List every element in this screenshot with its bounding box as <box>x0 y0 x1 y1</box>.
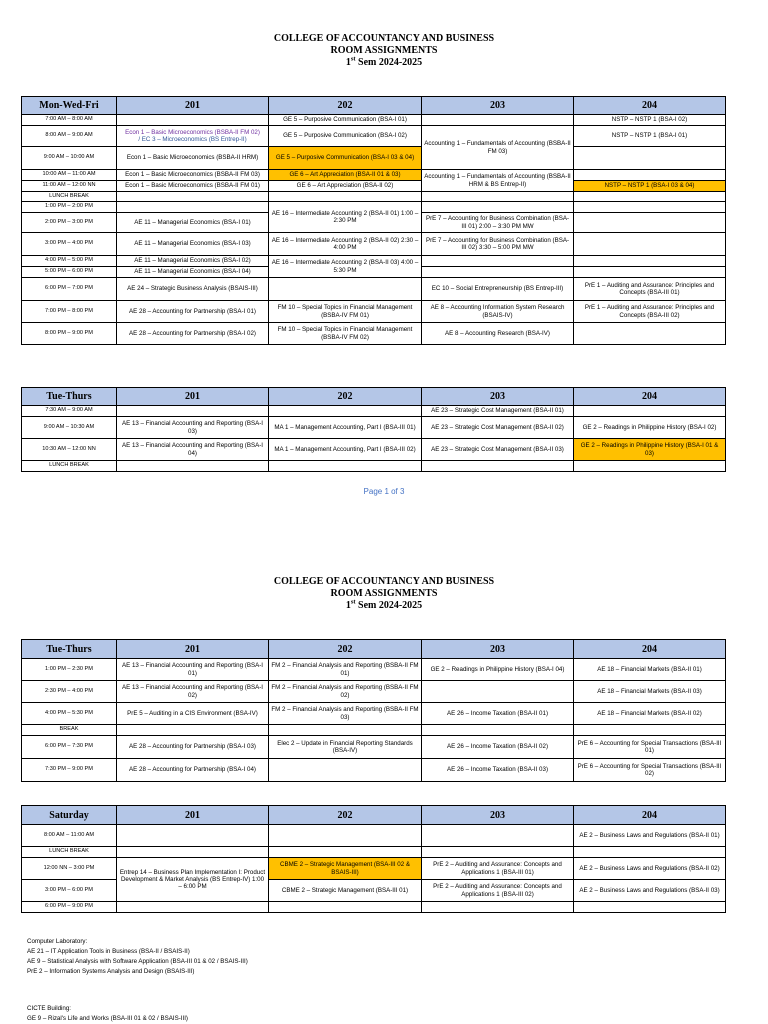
col-header-201: 201 <box>117 97 269 115</box>
time-cell: 6:00 PM – 7:30 PM <box>22 736 117 759</box>
table-row <box>22 256 726 267</box>
cell-203 <box>422 115 574 126</box>
notes-line: GE 9 – Rizal's Life and Works (BSA-III 01 & 02 / BSAIS-III) <box>27 1015 188 1022</box>
col-header-day: Saturday <box>22 806 117 825</box>
cell-203: AE 26 – Income Taxation (BSA-II 03) <box>422 759 574 782</box>
cell-201 <box>117 847 269 858</box>
col-header-202: 202 <box>269 640 422 659</box>
lunch-break-cell: LUNCH BREAK <box>22 461 117 472</box>
table-row <box>22 115 726 126</box>
cell-201: AE 24 – Strategic Business Analysis (BSAIS-III) <box>117 278 269 301</box>
cell-203: PrE 7 – Accounting for Business Combination (BSA-III 02) 3:30 – 5:00 PM MW <box>422 233 574 256</box>
cell-201 <box>117 192 269 202</box>
time-cell: 8:00 PM – 9:00 PM <box>22 323 117 345</box>
time-cell: 8:00 AM – 9:00 AM <box>22 126 117 147</box>
col-header-202: 202 <box>269 97 422 115</box>
cell-204 <box>574 170 726 181</box>
cell-203: AE 23 – Strategic Cost Management (BSA-II 03) <box>422 439 574 461</box>
break-cell: BREAK <box>22 725 117 736</box>
table-row <box>22 323 726 345</box>
cell-204: AE 18 – Financial Markets (BSA-II 02) <box>574 703 726 725</box>
cell-201: Econ 1 – Basic Microeconomics (BSBA-II HRM) <box>117 147 269 170</box>
table-row <box>22 147 726 170</box>
cell-201 <box>117 202 269 213</box>
cell-202: FM 2 – Financial Analysis and Reporting (BSBA-II FM 01) <box>269 659 422 681</box>
cell-202: CBME 2 – Strategic Management (BSA-III 02 & BSAIS-III) <box>269 858 422 880</box>
notes-line: AE 21 – IT Application Tools in Business (BSA-II / BSAIS-II) <box>27 948 190 955</box>
col-header-201: 201 <box>117 388 269 406</box>
cell-202 <box>269 461 422 472</box>
col-header-204: 204 <box>574 97 726 115</box>
page2-header <box>0 576 768 612</box>
time-cell: 9:00 AM – 10:00 AM <box>22 147 117 170</box>
cell-202: GE 6 – Art Appreciation (BSA-II 02) <box>269 181 422 192</box>
table-row <box>22 759 726 782</box>
cell-202 <box>269 847 422 858</box>
table-row <box>22 725 726 736</box>
cell-204 <box>574 256 726 267</box>
cell-202: GE 5 – Purposive Communication (BSA-I 03 & 04) <box>269 147 422 170</box>
notes-line: AE 9 – Statistical Analysis with Software Application (BSA-III 01 & 02 / BSAIS-III) <box>27 958 248 965</box>
cell-203 <box>422 267 574 278</box>
cell-204 <box>574 847 726 858</box>
tth-morning-schedule-table <box>21 387 726 472</box>
cell-203: PrE 2 – Auditing and Assurance: Concepts and Applications 1 (BSA-III 02) <box>422 880 574 902</box>
cell-201: Econ 1 – Basic Microeconomics (BSBA-II FM 01) <box>117 181 269 192</box>
cell-203: Accounting 1 – Fundamentals of Accounting (BSBA-II HRM & BS Entrep-II) <box>422 170 574 192</box>
table-row <box>22 858 726 880</box>
cell-204 <box>574 147 726 170</box>
table-row <box>22 192 726 202</box>
cell-203 <box>422 825 574 847</box>
college-name: COLLEGE OF ACCOUNTANCY AND BUSINESS <box>273 33 495 44</box>
cell-202: AE 16 – Intermediate Accounting 2 (BSA-II 03) 4:00 – 5:30 PM <box>269 256 422 278</box>
col-header-day: Tue-Thurs <box>22 388 117 406</box>
notes-heading: CICTE Building: <box>27 1005 72 1012</box>
cell-201: Econ 1 – Basic Microeconomics (BSBA-II FM 03) <box>117 170 269 181</box>
time-cell: 10:30 AM – 12:00 NN <box>22 439 117 461</box>
cell-203 <box>422 256 574 267</box>
table-row <box>22 406 726 417</box>
cell-204: NSTP – NSTP 1 (BSA-I 01) <box>574 126 726 147</box>
cell-201: AE 11 – Managerial Economics (BSA-I 03) <box>117 233 269 256</box>
table-row <box>22 181 726 192</box>
time-cell: 2:30 PM – 4:00 PM <box>22 681 117 703</box>
ec3-text: / EC 3 – Microeconomics (BS Entrep-II) <box>138 136 247 143</box>
cell-201: AE 13 – Financial Accounting and Reporting (BSA-I 02) <box>117 681 269 703</box>
cell-202: MA 1 – Management Accounting, Part I (BSA-III 01) <box>269 417 422 439</box>
time-cell: 4:00 PM – 5:00 PM <box>22 256 117 267</box>
cell-201 <box>117 126 269 147</box>
cell-203: Accounting 1 – Fundamentals of Accounting (BSBA-II FM 03) <box>422 126 574 170</box>
cell-201: AE 13 – Financial Accounting and Reporting (BSA-I 01) <box>117 659 269 681</box>
time-cell: 7:30 AM – 9:00 AM <box>22 406 117 417</box>
cell-203: GE 2 – Readings in Philippine History (BSA-I 04) <box>422 659 574 681</box>
cell-201: AE 11 – Managerial Economics (BSA-I 01) <box>117 213 269 233</box>
semester: 1st Sem 2024-2025 <box>345 598 423 611</box>
cell-202 <box>269 902 422 913</box>
lunch-break-cell: LUNCH BREAK <box>22 847 117 858</box>
time-cell: 10:00 AM – 11:00 AM <box>22 170 117 181</box>
cell-202: AE 16 – Intermediate Accounting 2 (BSA-II 02) 2:30 – 4:00 PM <box>269 233 422 256</box>
table-row <box>22 126 726 147</box>
table-row <box>22 417 726 439</box>
notes-line: PrE 2 – Information Systems Analysis and Design (BSAIS-III) <box>27 968 195 975</box>
cell-203 <box>422 202 574 213</box>
cell-201 <box>117 406 269 417</box>
cell-204: PrE 6 – Accounting for Special Transactions (BSA-III 01) <box>574 736 726 759</box>
cell-202: FM 10 – Special Topics in Financial Management (BSBA-IV FM 02) <box>269 323 422 345</box>
table-row <box>22 703 726 725</box>
cell-204: AE 18 – Financial Markets (BSA-II 01) <box>574 659 726 681</box>
cell-203: AE 23 – Strategic Cost Management (BSA-II 01) <box>422 406 574 417</box>
cell-203 <box>422 847 574 858</box>
cell-202: GE 5 – Purposive Communication (BSA-I 02) <box>269 126 422 147</box>
table-row <box>22 659 726 681</box>
cell-203: PrE 2 – Auditing and Assurance: Concepts and Applications 1 (BSA-III 01) <box>422 858 574 880</box>
cell-201 <box>117 725 269 736</box>
cell-201: AE 13 – Financial Accounting and Reporting (BSA-I 03) <box>117 417 269 439</box>
cell-202: MA 1 – Management Accounting, Part I (BSA-III 02) <box>269 439 422 461</box>
time-cell: 3:00 PM – 6:00 PM <box>22 880 117 902</box>
time-cell: 6:00 PM – 7:00 PM <box>22 278 117 301</box>
time-cell: 2:00 PM – 3:00 PM <box>22 213 117 233</box>
cell-204 <box>574 725 726 736</box>
cell-202: CBME 2 – Strategic Management (BSA-III 01) <box>269 880 422 902</box>
cell-201 <box>117 115 269 126</box>
time-cell: 7:00 AM – 8:00 AM <box>22 115 117 126</box>
cell-204: NSTP – NSTP 1 (BSA-I 02) <box>574 115 726 126</box>
cell-202: Elec 2 – Update in Financial Reporting Standards (BSA-IV) <box>269 736 422 759</box>
cell-203: AE 8 – Accounting Information System Research (BSAIS-IV) <box>422 301 574 323</box>
econ1-text: Econ 1 – Basic Microeconomics (BSBA-II FM 02) <box>125 128 260 136</box>
col-header-day: Mon-Wed-Fri <box>22 97 117 115</box>
cell-203: AE 8 – Accounting Research (BSA-IV) <box>422 323 574 345</box>
computer-lab-notes <box>27 937 248 977</box>
saturday-schedule-table <box>21 805 726 913</box>
time-cell: 8:00 AM – 11:00 AM <box>22 825 117 847</box>
cicte-notes <box>27 1004 188 1024</box>
col-header-202: 202 <box>269 388 422 406</box>
table-row <box>22 461 726 472</box>
cell-201 <box>117 461 269 472</box>
cell-203 <box>422 725 574 736</box>
cell-204: GE 2 – Readings in Philippine History (BSA-I 02) <box>574 417 726 439</box>
cell-203: AE 23 – Strategic Cost Management (BSA-II 02) <box>422 417 574 439</box>
cell-204 <box>574 267 726 278</box>
cell-204 <box>574 323 726 345</box>
table-row <box>22 170 726 181</box>
time-cell: 1:00 PM – 2:30 PM <box>22 659 117 681</box>
cell-203 <box>422 681 574 703</box>
table-row <box>22 202 726 213</box>
cell-201: AE 28 – Accounting for Partnership (BSA-I 02) <box>117 323 269 345</box>
cell-204: PrE 1 – Auditing and Assurance: Principles and Concepts (BSA-III 01) <box>574 278 726 301</box>
notes-heading: Computer Laboratory: <box>27 938 88 945</box>
time-cell: 6:00 PM – 9:00 PM <box>22 902 117 913</box>
cell-201: PrE 5 – Auditing in a CIS Environment (BSA-IV) <box>117 703 269 725</box>
cell-203 <box>422 902 574 913</box>
cell-201: AE 28 – Accounting for Partnership (BSA-I 03) <box>117 736 269 759</box>
table-row <box>22 681 726 703</box>
cell-204 <box>574 461 726 472</box>
time-cell: 7:00 PM – 8:00 PM <box>22 301 117 323</box>
cell-201 <box>117 902 269 913</box>
col-header-203: 203 <box>422 640 574 659</box>
cell-204: AE 18 – Financial Markets (BSA-II 03) <box>574 681 726 703</box>
table-row <box>22 233 726 256</box>
col-header-204: 204 <box>574 388 726 406</box>
col-header-204: 204 <box>574 806 726 825</box>
col-header-203: 203 <box>422 388 574 406</box>
page-number: Page 1 of 3 <box>363 487 405 496</box>
cell-201: AE 11 – Managerial Economics (BSA-I 04) <box>117 267 269 278</box>
cell-203: AE 26 – Income Taxation (BSA-II 01) <box>422 703 574 725</box>
cell-204 <box>574 902 726 913</box>
cell-203 <box>422 192 574 202</box>
cell-204: AE 2 – Business Laws and Regulations (BSA-II 02) <box>574 858 726 880</box>
page1-header <box>0 33 768 69</box>
cell-204: GE 2 – Readings in Philippine History (BSA-I 01 & 03) <box>574 439 726 461</box>
lunch-break-cell: LUNCH BREAK <box>22 192 117 202</box>
table-row <box>22 736 726 759</box>
cell-201: AE 28 – Accounting for Partnership (BSA-I 01) <box>117 301 269 323</box>
cell-204 <box>574 202 726 213</box>
cell-204: PrE 6 – Accounting for Special Transactions (BSA-III 02) <box>574 759 726 782</box>
cell-202 <box>269 759 422 782</box>
col-header-204: 204 <box>574 640 726 659</box>
doc-title: ROOM ASSIGNMENTS <box>330 45 438 56</box>
time-cell: 5:00 PM – 6:00 PM <box>22 267 117 278</box>
cell-203 <box>422 461 574 472</box>
cell-203: PrE 7 – Accounting for Business Combination (BSA-III 01) 2:00 – 3:30 PM MW <box>422 213 574 233</box>
cell-201: AE 13 – Financial Accounting and Reporting (BSA-I 04) <box>117 439 269 461</box>
cell-202: AE 16 – Intermediate Accounting 2 (BSA-II 01) 1:00 – 2:30 PM <box>269 202 422 233</box>
col-header-201: 201 <box>117 806 269 825</box>
cell-202 <box>269 192 422 202</box>
cell-201: AE 11 – Managerial Economics (BSA-I 02) <box>117 256 269 267</box>
time-cell: 7:30 PM – 9:00 PM <box>22 759 117 782</box>
tth-afternoon-schedule-table <box>21 639 726 782</box>
doc-title: ROOM ASSIGNMENTS <box>330 588 438 599</box>
time-cell: 4:00 PM – 5:30 PM <box>22 703 117 725</box>
cell-203: AE 26 – Income Taxation (BSA-II 02) <box>422 736 574 759</box>
cell-202: FM 2 – Financial Analysis and Reporting (BSBA-II FM 02) <box>269 681 422 703</box>
cell-202 <box>269 725 422 736</box>
time-cell: 9:00 AM – 10:30 AM <box>22 417 117 439</box>
col-header-201: 201 <box>117 640 269 659</box>
col-header-202: 202 <box>269 806 422 825</box>
table-row <box>22 825 726 847</box>
cell-201: Entrep 14 – Business Plan Implementation I: Product Development & Market Analysis (BS Entrep-IV) 1:00 – 6:00 PM <box>117 858 269 902</box>
cell-202: FM 10 – Special Topics in Financial Management (BSBA-IV FM 01) <box>269 301 422 323</box>
cell-201 <box>117 825 269 847</box>
time-cell: 1:00 PM – 2:00 PM <box>22 202 117 213</box>
cell-202 <box>269 278 422 301</box>
table-row <box>22 301 726 323</box>
cell-202: GE 5 – Purposive Communication (BSA-I 01) <box>269 115 422 126</box>
col-header-203: 203 <box>422 97 574 115</box>
cell-204 <box>574 192 726 202</box>
time-cell: 3:00 PM – 4:00 PM <box>22 233 117 256</box>
col-header-day: Tue-Thurs <box>22 640 117 659</box>
cell-204: AE 2 – Business Laws and Regulations (BSA-II 01) <box>574 825 726 847</box>
table-row <box>22 847 726 858</box>
cell-204: PrE 1 – Auditing and Assurance: Principles and Concepts (BSA-III 02) <box>574 301 726 323</box>
table-row <box>22 439 726 461</box>
time-cell: 11:00 AM – 12:00 NN <box>22 181 117 192</box>
cell-204 <box>574 213 726 233</box>
cell-202: FM 2 – Financial Analysis and Reporting (BSBA-II FM 03) <box>269 703 422 725</box>
cell-202 <box>269 406 422 417</box>
cell-201: AE 28 – Accounting for Partnership (BSA-I 04) <box>117 759 269 782</box>
cell-202: GE 6 – Art Appreciation (BSA-II 01 & 03) <box>269 170 422 181</box>
cell-202 <box>269 825 422 847</box>
cell-204: NSTP – NSTP 1 (BSA-I 03 & 04) <box>574 181 726 192</box>
cell-203: EC 10 – Social Entrepreneurship (BS Entrep-III) <box>422 278 574 301</box>
college-name: COLLEGE OF ACCOUNTANCY AND BUSINESS <box>273 576 495 587</box>
cell-204: AE 2 – Business Laws and Regulations (BSA-II 03) <box>574 880 726 902</box>
cell-204 <box>574 233 726 256</box>
time-cell: 12:00 NN – 3:00 PM <box>22 858 117 880</box>
cell-204 <box>574 406 726 417</box>
mwf-schedule-table <box>21 96 726 345</box>
semester: 1st Sem 2024-2025 <box>345 55 423 68</box>
table-row <box>22 902 726 913</box>
table-row <box>22 278 726 301</box>
col-header-203: 203 <box>422 806 574 825</box>
